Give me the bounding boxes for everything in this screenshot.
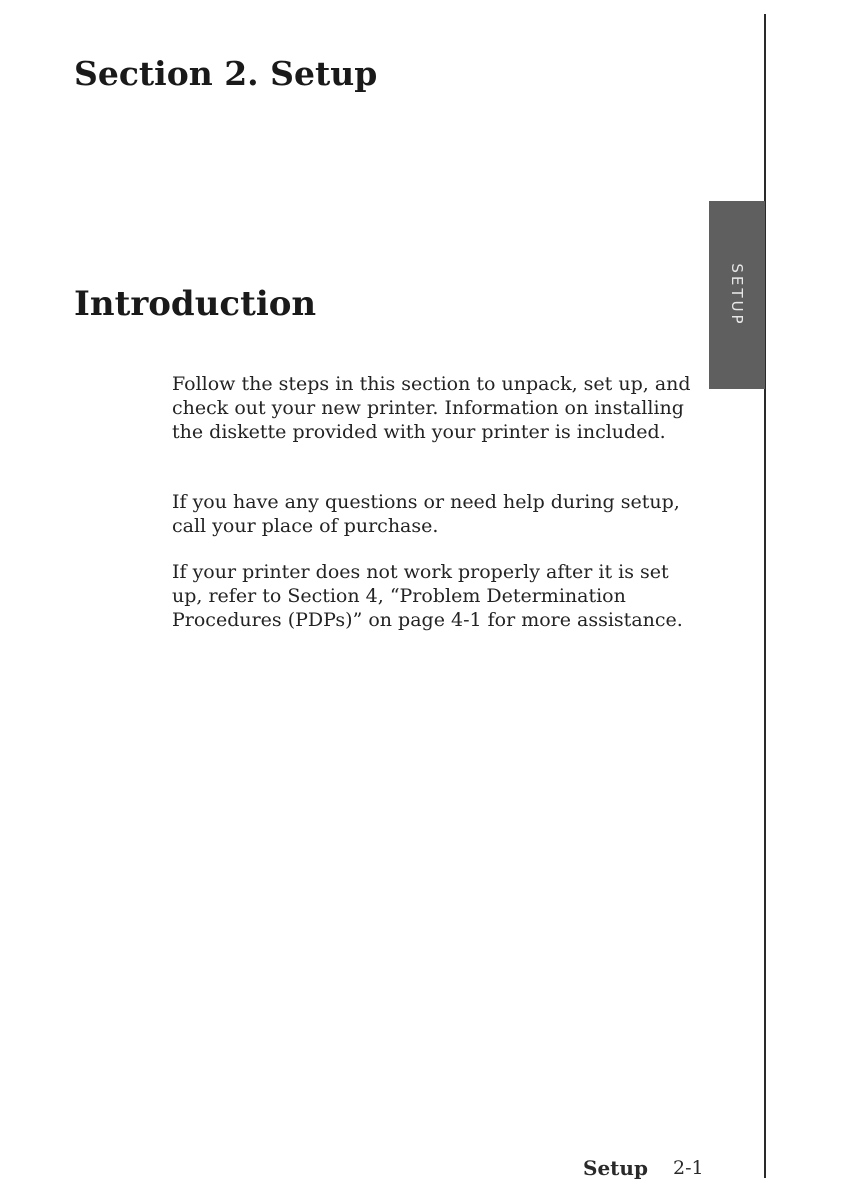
- footer-title: Setup: [583, 1156, 648, 1180]
- side-tab-label: SETUP: [728, 263, 746, 327]
- intro-paragraph-3: If your printer does not work properly after it is set up, refer to Section 4, “Problem Determination Procedures (PDPs)” on page 4-1 for more assistance.: [172, 561, 683, 631]
- intro-paragraph-2: If you have any questions or need help during setup, call your place of purchase.: [172, 491, 680, 537]
- intro-paragraph-1: Follow the steps in this section to unpack, set up, and check out your new printer. Information on installing the diskette provided with your printer is included.: [172, 373, 691, 443]
- page-number: 2-1: [673, 1157, 704, 1179]
- section-title: Section 2. Setup: [74, 54, 378, 93]
- section-side-tab: [709, 201, 765, 389]
- right-margin-rule: [764, 14, 766, 1178]
- introduction-heading: Introduction: [74, 284, 317, 324]
